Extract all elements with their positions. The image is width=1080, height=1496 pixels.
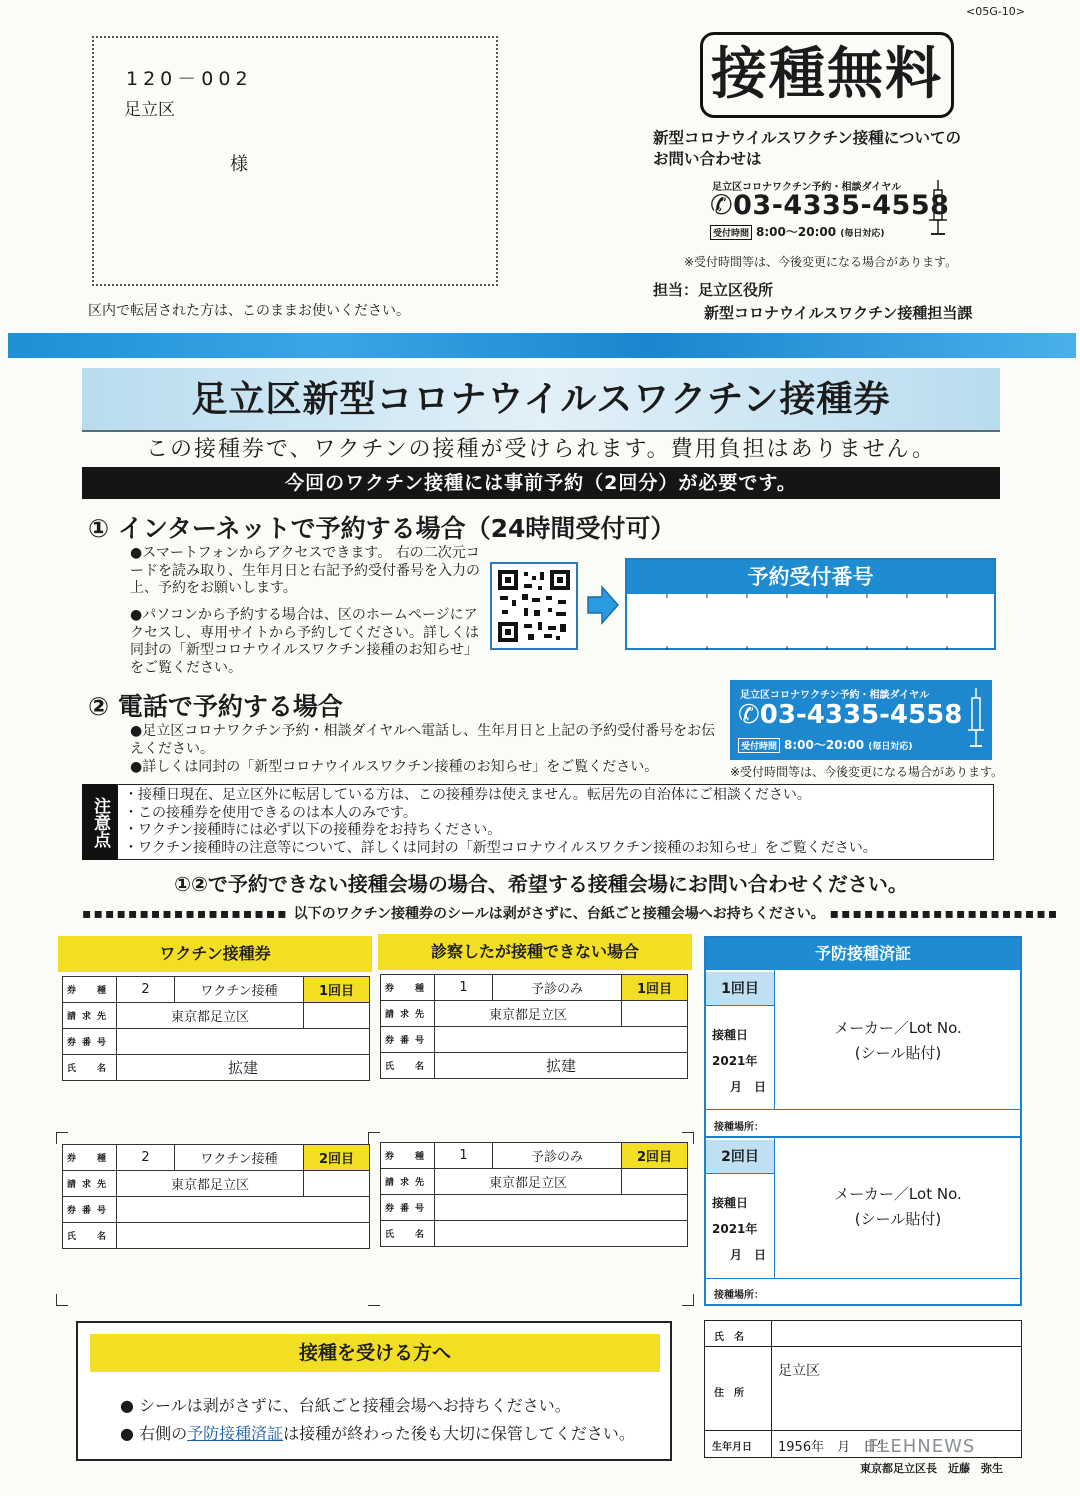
syringe-icon xyxy=(926,180,950,242)
vaccination-record-title: 予防接種済証 xyxy=(706,938,1020,970)
note-item: ・この接種券を使用できるのは本人のみです。 xyxy=(124,804,417,821)
hours-change-note: ※受付時間等は、今後変更になる場合があります。 xyxy=(684,255,958,269)
perforation-stripe xyxy=(8,333,1076,358)
reservation-required-banner: 今回のワクチン接種には事前予約（2回分）が必要です。 xyxy=(82,467,1000,499)
smartphone-instructions: ●スマートフォンからアクセスできます。 右の二次元コードを読み取り、生年月日と右記予約受付番号を入力の上、予約をお願いします。 xyxy=(130,545,480,596)
record-divider xyxy=(774,970,775,1110)
reservation-number-label: 予約受付番号 xyxy=(627,560,994,594)
phone-instructions: ●足立区コロナワクチン予約・相談ダイヤルへ電話し、生年月日と上記の予約受付番号をお伝えください。 xyxy=(130,723,716,757)
contact-department: 担当：足立区役所 新型コロナウイルスワクチン接種担当課 xyxy=(653,281,973,322)
record-dose2-date: 接種日 2021年 月 日 xyxy=(712,1196,767,1262)
record-divider xyxy=(774,1138,775,1278)
reservation-number-grid xyxy=(627,594,994,650)
phone-reservation-heading: ② 電話で予約する場合 xyxy=(88,692,343,721)
record-dose2-maker: メーカー／Lot No. (シール貼付) xyxy=(834,1185,962,1228)
bullet-icon: ● xyxy=(120,1424,134,1443)
identity-row-divider xyxy=(704,1430,1022,1431)
crop-mark xyxy=(368,1132,380,1144)
crop-mark xyxy=(56,1132,68,1144)
phone-icon: ✆ xyxy=(738,700,760,730)
note-item: ・接種日現在、足立区外に転居している方は、この接種券は使えません。転居先の自治体にご相談ください。 xyxy=(124,787,811,803)
phone-number[interactable]: ✆03-4335-4558 xyxy=(710,190,950,221)
record-dose1-label: 1回目 xyxy=(706,972,774,1006)
qr-code[interactable] xyxy=(490,562,578,650)
identity-name-label: 氏 名 xyxy=(714,1332,744,1343)
issuer: 東京都足立区長 近藤 弥生 xyxy=(860,1462,1003,1475)
identity-birth-value: 1956年 月 日生 xyxy=(778,1440,890,1455)
qr-code-icon xyxy=(498,570,570,642)
phone-number-2[interactable]: ✆03-4335-4558 xyxy=(738,700,963,730)
inquiry-text: 新型コロナウイルスワクチン接種についての お問い合わせは xyxy=(653,129,961,168)
record-dose1-place: 接種場所： xyxy=(714,1122,764,1133)
reception-hours-2: 受付時間 8:00～20:00 (毎日対応) xyxy=(738,736,912,753)
recipient-notice-title: 接種を受ける方へ xyxy=(90,1334,660,1372)
note-item: ・ワクチン接種時には必ず以下の接種券をお持ちください。 xyxy=(124,822,502,838)
identity-address-label: 住 所 xyxy=(714,1388,744,1399)
honorific: 様 xyxy=(230,154,248,175)
notes-list xyxy=(124,787,877,857)
free-vaccination-badge: 接種無料 xyxy=(700,32,954,118)
postal-code: 120－002 xyxy=(126,68,253,90)
pc-instructions: ●パソコンから予約する場合は、区のホームページにアクセスし、専用サイトから予約してください。詳しくは同封の「新型コロナウイルスワクチン接種のお知らせ」をご覧ください。 xyxy=(130,607,480,676)
bullet-icon: ● xyxy=(120,1396,134,1415)
record-dose1-maker: メーカー／Lot No. (シール貼付) xyxy=(834,1019,962,1062)
vaccine-coupon-header: ワクチン接種券 xyxy=(58,936,372,972)
record-divider xyxy=(706,1136,1020,1138)
dial-label: 足立区コロナワクチン予約・相談ダイヤル xyxy=(712,182,902,193)
record-dose2-label: 2回目 xyxy=(706,1140,774,1174)
exam-coupon-dose1[interactable]: 券 種 1 予診のみ 1回目 請求先 東京都足立区 券番号 氏 名 拡建 xyxy=(380,974,688,1079)
crop-mark xyxy=(682,1132,694,1144)
exam-coupon-dose2[interactable]: 券 種 1 予診のみ 2回目 請求先 東京都足立区 券番号 氏 名 xyxy=(380,1142,688,1247)
phone-icon: ✆ xyxy=(710,190,734,221)
seal-instruction: ▪▪▪▪▪▪▪▪▪▪▪▪▪▪▪▪▪▪ 以下のワクチン接種券のシールは剥がさずに、台紙ごと接種会場へお持ちください。 ▪▪▪▪▪▪▪▪▪▪▪▪▪▪▪▪▪▪▪▪ xyxy=(82,906,1060,922)
reception-hours: 受付時間 8:00～20:00 (毎日対応) xyxy=(710,223,884,240)
record-dose2-place: 接種場所： xyxy=(714,1290,764,1301)
recipient-notice-list: ● シールは剥がさずに、台紙ごと接種会場へお持ちください。 ● 右側の予防接種済証は接種が終わった後も大切に保管してください。 xyxy=(120,1396,635,1443)
vaccine-coupon-dose2[interactable]: 券 種 2 ワクチン接種 2回目 請求先 東京都足立区 券番号 氏 名 xyxy=(62,1144,370,1249)
dial-info-panel xyxy=(730,680,992,760)
arrow-right-icon xyxy=(586,585,620,625)
hours-change-note-2: ※受付時間等は、今後変更になる場合があります。 xyxy=(730,765,1004,779)
ticket-subtitle: この接種券で、ワクチンの接種が受けられます。費用負担はありません。 xyxy=(145,437,937,462)
identity-birth-label: 生年月日 xyxy=(712,1442,752,1453)
record-divider xyxy=(706,1278,1020,1279)
exam-coupon-header: 診察したが接種できない場合 xyxy=(378,934,692,970)
record-dose1-date: 接種日 2021年 月 日 xyxy=(712,1028,767,1094)
syringe-icon xyxy=(966,688,986,754)
form-code: <05G-10> xyxy=(966,5,1025,18)
crop-mark xyxy=(682,1294,694,1306)
identity-row-divider xyxy=(704,1346,1022,1347)
vaccine-coupon-dose1[interactable]: 券 種 2 ワクチン接種 1回目 請求先 東京都足立区 券番号 氏 名 拡建 xyxy=(62,976,370,1081)
ticket-title: 足立区新型コロナウイルスワクチン接種券 xyxy=(82,368,1000,432)
internet-reservation-heading: ① インターネットで予約する場合（24時間受付可） xyxy=(88,514,676,543)
notes-tag: 注意点 xyxy=(82,784,118,860)
crop-mark xyxy=(56,1294,68,1306)
crop-mark xyxy=(368,1294,380,1306)
note-item: ・ワクチン接種時の注意等について、詳しくは同封の「新型コロナウイルスワクチン接種のお知らせ」をご覧ください。 xyxy=(124,839,877,856)
venue-contact-note: ①②で予約できない接種会場の場合、希望する接種会場にお問い合わせください。 xyxy=(174,872,908,896)
address-note: 区内で転居された方は、このままお使いください。 xyxy=(88,303,410,319)
address-ward: 足立区 xyxy=(124,100,175,120)
watermark: FLEHNEWS xyxy=(868,1436,976,1457)
dial-label-2: 足立区コロナワクチン予約・相談ダイヤル xyxy=(740,690,930,701)
identity-address-value: 足立区 xyxy=(778,1363,820,1379)
phone-details-note: ●詳しくは同封の「新型コロナウイルスワクチン接種のお知らせ」をご覧ください。 xyxy=(130,759,659,775)
